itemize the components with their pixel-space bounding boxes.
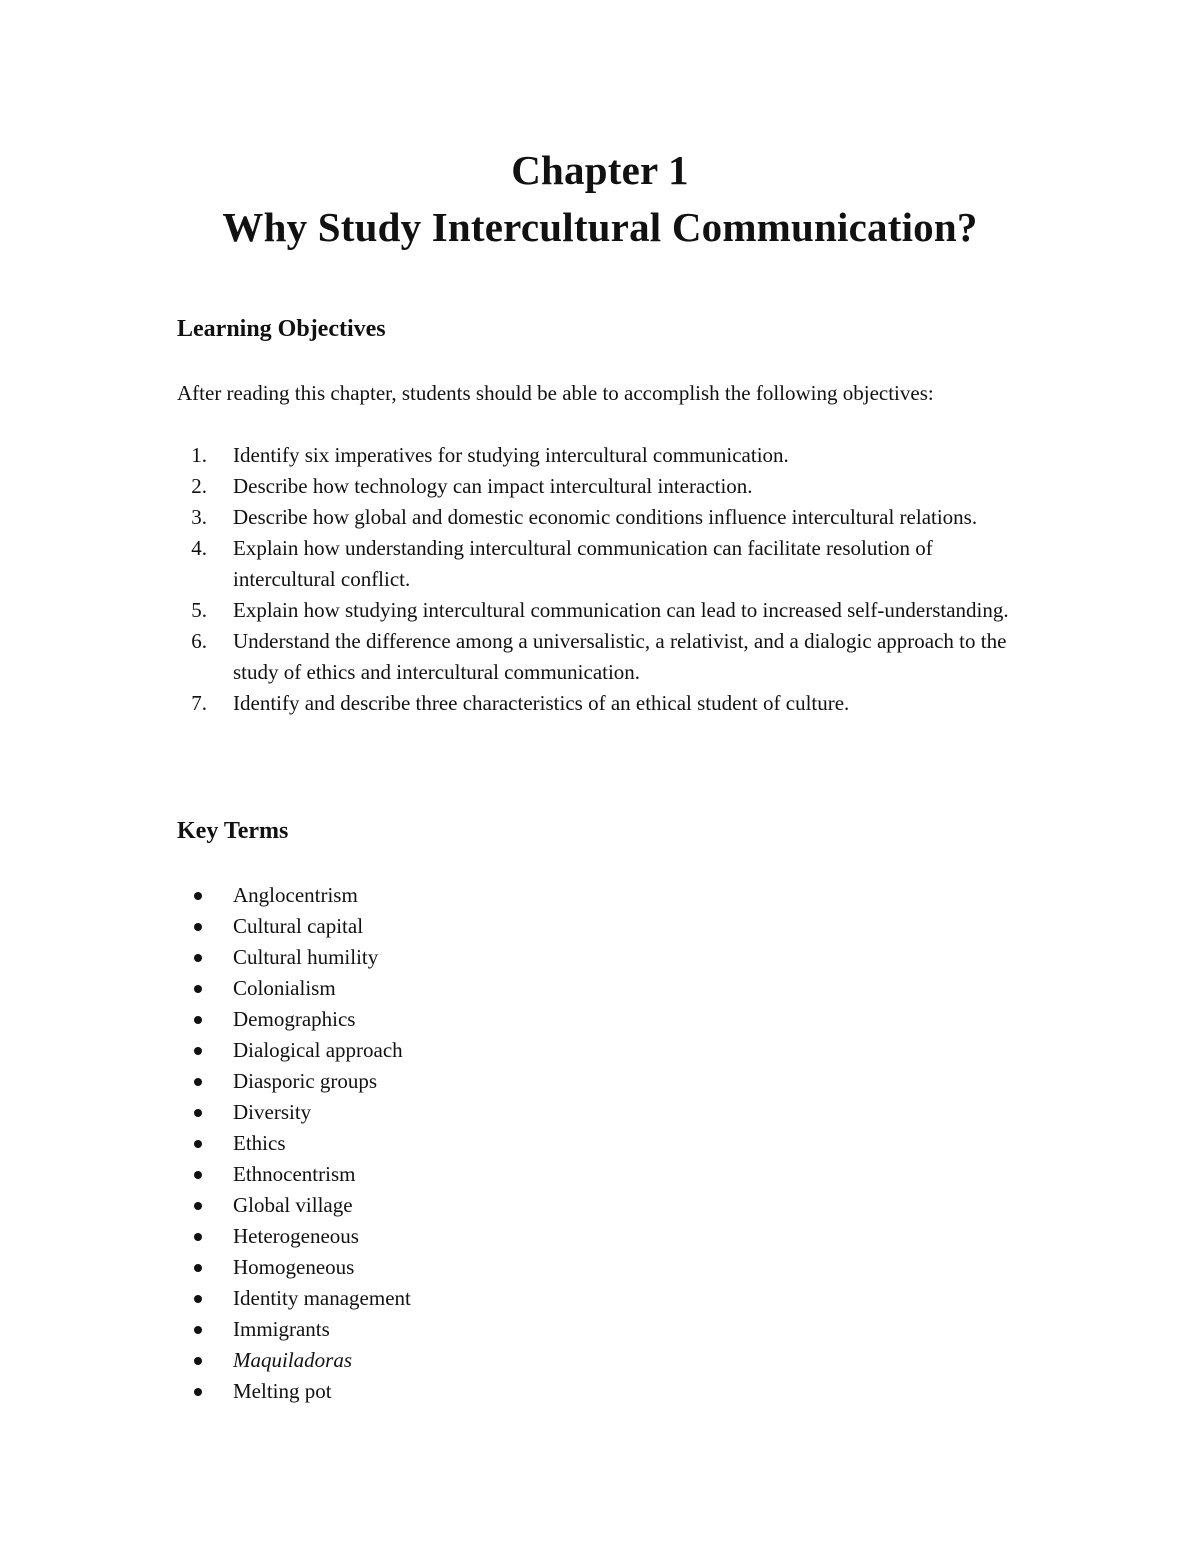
key-term-text: Global village xyxy=(233,1193,353,1217)
key-term-text: Cultural humility xyxy=(233,945,379,969)
objective-number: 2. xyxy=(191,474,207,498)
key-term-item xyxy=(177,1190,877,1221)
key-term-item xyxy=(177,973,877,1004)
bullet-icon xyxy=(194,954,202,962)
bullet-icon xyxy=(194,892,202,900)
key-term-text: Demographics xyxy=(233,1007,356,1031)
chapter-number: Chapter 1 xyxy=(511,147,689,193)
objective-number: 4. xyxy=(191,536,207,560)
chapter-title-block xyxy=(0,142,1200,256)
objective-text: Understand the difference among a universalistic, a relativist, and a dialogic approach to the study of ethics and intercultural communication. xyxy=(233,629,1007,684)
objective-number: 7. xyxy=(191,691,207,715)
key-term-text: Colonialism xyxy=(233,976,336,1000)
objective-number: 5. xyxy=(191,598,207,622)
key-term-text: Ethnocentrism xyxy=(233,1162,356,1186)
key-term-item xyxy=(177,1252,877,1283)
key-term-item xyxy=(177,1128,877,1159)
objective-item xyxy=(177,502,1037,533)
key-term-item xyxy=(177,1066,877,1097)
key-term-text: Diversity xyxy=(233,1100,312,1124)
objective-item xyxy=(177,595,1037,626)
learning-objectives-heading: Learning Objectives xyxy=(177,316,386,342)
key-term-text: Immigrants xyxy=(233,1317,330,1341)
key-term-item xyxy=(177,911,877,942)
bullet-icon xyxy=(194,1295,202,1303)
objective-item xyxy=(177,626,1037,688)
objective-text: Explain how understanding intercultural communication can facilitate resolution of intercultural conflict. xyxy=(233,536,933,591)
key-term-item xyxy=(177,1345,877,1376)
key-terms-list xyxy=(177,880,877,1407)
bullet-icon xyxy=(194,1140,202,1148)
key-term-item xyxy=(177,1314,877,1345)
key-term-item xyxy=(177,880,877,911)
objective-text: Identify six imperatives for studying intercultural communication. xyxy=(233,443,789,467)
bullet-icon xyxy=(194,1109,202,1117)
objectives-list xyxy=(177,440,1037,719)
key-term-text: Homogeneous xyxy=(233,1255,355,1279)
key-terms-heading: Key Terms xyxy=(177,818,289,844)
objective-item xyxy=(177,471,1037,502)
objective-text: Explain how studying intercultural communication can lead to increased self-understanding. xyxy=(233,598,1009,622)
bullet-icon xyxy=(194,985,202,993)
objective-text: Describe how global and domestic economic conditions influence intercultural relations. xyxy=(233,505,978,529)
key-term-item xyxy=(177,942,877,973)
objectives-intro xyxy=(177,378,1027,409)
key-term-item xyxy=(177,1376,877,1407)
key-term-text: Anglocentrism xyxy=(233,883,358,907)
objective-number: 1. xyxy=(191,443,207,467)
key-term-text: Melting pot xyxy=(233,1379,332,1403)
objective-text: Identify and describe three characteristics of an ethical student of culture. xyxy=(233,691,850,715)
objective-text: Describe how technology can impact intercultural interaction. xyxy=(233,474,753,498)
key-term-item xyxy=(177,1159,877,1190)
key-term-text: Maquiladoras xyxy=(233,1348,353,1372)
bullet-icon xyxy=(194,1202,202,1210)
objectives-intro-text: After reading this chapter, students should be able to accomplish the following objectives: xyxy=(177,381,934,405)
bullet-icon xyxy=(194,1264,202,1272)
key-term-text: Diasporic groups xyxy=(233,1069,378,1093)
bullet-icon xyxy=(194,923,202,931)
bullet-icon xyxy=(194,1357,202,1365)
bullet-icon xyxy=(194,1016,202,1024)
bullet-icon xyxy=(194,1171,202,1179)
bullet-icon xyxy=(194,1326,202,1334)
objective-item xyxy=(177,688,1037,719)
objective-number: 3. xyxy=(191,505,207,529)
key-term-item xyxy=(177,1283,877,1314)
key-term-item xyxy=(177,1035,877,1066)
bullet-icon xyxy=(194,1047,202,1055)
bullet-icon xyxy=(194,1233,202,1241)
key-term-item xyxy=(177,1004,877,1035)
bullet-icon xyxy=(194,1078,202,1086)
key-term-item xyxy=(177,1097,877,1128)
key-term-text: Identity management xyxy=(233,1286,411,1310)
bullet-icon xyxy=(194,1388,202,1396)
objective-number: 6. xyxy=(191,629,207,653)
chapter-title: Why Study Intercultural Communication? xyxy=(222,204,978,250)
key-term-text: Ethics xyxy=(233,1131,286,1155)
key-term-text: Heterogeneous xyxy=(233,1224,359,1248)
key-term-text: Dialogical approach xyxy=(233,1038,403,1062)
objective-item xyxy=(177,440,1037,471)
key-term-text: Cultural capital xyxy=(233,914,364,938)
key-term-item xyxy=(177,1221,877,1252)
objective-item xyxy=(177,533,1037,595)
